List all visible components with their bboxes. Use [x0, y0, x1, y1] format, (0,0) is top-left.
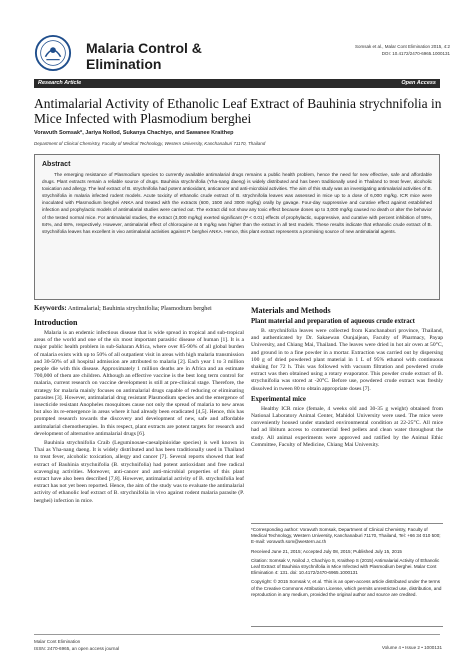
footer-volume: Volume 4 • Issue 2 • 1000131 [381, 645, 442, 650]
article-affiliation: Department of Clinical Chemistry, Faculty of Medical Technology, Western University, Kanchanaburi 71170, Thailand [34, 141, 266, 146]
research-article-label: Research Article [38, 80, 82, 86]
footer-journal-info: Malar Cont Elimination ISSN: 2470-6965, an open access journal [34, 639, 120, 651]
citation-doi: Somsak et al., Malar Cont Elimination 2015, 4:2 DOI: 10.4172/2470-6965.1000131 [354, 44, 450, 56]
journal-title: Malaria Control & Elimination [86, 40, 202, 72]
abstract-heading: Abstract [42, 161, 71, 168]
article-authors: Voravuth Somsak*, Jariya Noilod, Sukanya Chachiyo, and Sawanee Kraithep [34, 130, 234, 136]
page-header [0, 0, 474, 77]
citation-note: Citation: Somsak V, Noilod J, Chachiyo S, Kraithep S (2015) Antimalarial Activity of Ethanolic Leaf Extract of Bauhinia strychnifolia in Mice Infected with Plasmodium berghei. Malar Cont Elimination 4: 131. doi: 10.4172/2470-6965.1000131 [251, 557, 440, 576]
left-column [34, 316, 244, 507]
copyright-note: Copyright: © 2015 Somsak V, et al. This is an open-access article distributed under the terms of the Creative Commons Attribution License, which permits unrestricted use, distribution, and reproduction in any medium, provided the original author and source are credited. [251, 579, 442, 597]
corresponding-author: *Corresponding author: Voravuth Somsak, Department of Clinical Chemistry, Faculty of Medical Technology, Western University, Kanchanaburi 71170, Thailand, Tel: +66 34 010 500; E-mail: voravuth.som@western.ac.th [251, 527, 441, 545]
open-access-label: Open Access [401, 80, 436, 86]
footer-divider [34, 634, 440, 635]
right-column [251, 304, 443, 451]
abstract-box [34, 154, 440, 300]
article-type-band [34, 79, 440, 88]
article-title: Antimalarial Activity of Ethanolic Leaf Extract of Bauhinia strychnifolia in Mice Infected with Plasmodium berghei [34, 96, 442, 126]
experimental-mice-paragraph: Healthy ICR mice (female, 4 weeks old and 30-35 g weight) obtained from National Laboratory Animal Center, Mahidol University were used. The mice were conveniently housed under standard environmental condition at 22-25°C. All mice had ad libitum access to commercial feed pellets and clean water throughout the study. All animal experiments were approved and ratified by the Animal Ethic Committee, Faculty of Medicine, Chiang Mai University. [251, 405, 443, 448]
experimental-mice-subheading: Experimental mice [251, 395, 306, 403]
article-dates: Received June 21, 2015; Accepted July 08, 2015; Published July 15, 2015 [251, 548, 402, 554]
journal-logo-icon [34, 34, 72, 72]
introduction-paragraph-2: Bauhinia strychnifolia Craib (Leguminosae-caesalpinioidae species) is well known in Thai as Yha-nang daeng. It is widely distributed and has been traditionally used in Thailand to treat fever, alcoholic toxication, allergy and cancer [7]. Several reports showed that leaf extract of Bauhinia strychnifolia (B. strychnifolia) had potent antioxidant and free radical scavenging activities. Moreover, anti-cancer and anti-microbial properties of this plant extract have also been described [7,8]. However, antimalarial activity of B. strychnifolia leaf extract has not yet been reported. Hence, the aim of the study was to evaluate the antimalarial activity of ethanolic leaf extract of B. strychnifolia in vivo against rodent malaria parasite (P. berghei) infection in mice. [34, 440, 244, 504]
abstract-text: The emerging resistance of Plasmodium species to currently available antimalarial drugs remains a public health problem, hence the need for new effective, safe and affordable drugs. Plant extracts remain a reliable source of drugs. Bauhinia strychnifolia (Yha-nang daeng) is widely distributed and has been traditionally used in Thailand to treat fever, alcoholic toxication and allergy. The leaf extract of B. strychnifolia had potent antioxidant, anticancer and anti-microbial activities. The aim of this study was an investigating antimalarial activities of B. strychnifolia in malaria infected rodent models. Acute toxicity of ethanolic crude extract of B. strychnifolia leaves was assessed in mice up to a dose of 6,000 mg/kg. ICR mice were inoculated with Plasmodium berghei ANKA and treated with the extracts (600, 1500 and 3000 mg/kg) orally by gavage. Four-day suppressive and curative effect against established infection and prophylactic models of antimalarial studies were carried out. The extract did not show any toxic effect because doses up to 3,000 mg/kg caused no death or alter the behavior of the tested normal mice. For antimalarial studies, the extract (3,000 mg/kg) exerted significant (P < 0.01) effects of prophylactic, suppressive, and curative with percent inhibition of 59%, 84%, and 68%, respectively. However, antimalarial effect of chloroquine at 5 mg/kg was higher than the extract in all test models. These results indicate that ethanolic crude extract of B. strychnifolia leaves has excellent in vivo antimalarial activities against P. berghei ANKA. Hence, this plant extract represents a promising source of new antimalarial agents. [42, 172, 432, 234]
keywords-text: Antimalarial; Bauhinia strychnifolia; Plasmodium berghei [67, 305, 212, 312]
introduction-paragraph-1: Malaria is an endemic infectious disease that is wide spread in tropical and sub-tropical areas of the world and one of the six most important parasitic disease of human [1]. It is a major public health problem in sub-Saharan Africa, where over 85-90% of all global burden of malaria exists with up to 50% of all outpatient visit in areas with high malaria transmission and 30-50% of all hospital admission are attributed to malaria [2]. Each year 1 to 3 million people die with this disease. Approximately 1 million deaths are in Africa and an estimate 700,000 of them are children. Although an effective vaccine is the best long term control for malaria, current research on vaccine development is still at pre-clinical stage. Therefore, the strategy for malaria mainly focuses on antimalarial drugs capable of reducing or eliminating parasites [3]. However, antimalarial drug resistant Plasmodium species and the emergence of insecticide resistant Anopheles mosquitoes cause not only the spread of malaria to new areas but also its re-emergence in areas where it had already been eradicated [4,5]. Hence, this has prompted research towards the discovery and development of new, safe and affordable antimalarial chemotherapies. In this respect, plant extracts are potent targets for research and development of alternative antimalarial drugs [6]. [34, 330, 244, 437]
plant-material-subheading: Plant material and preparation of aqueous crude extract [251, 318, 415, 325]
keywords [34, 304, 244, 312]
keywords-label: Keywords: [34, 304, 67, 312]
introduction-heading: Introduction [34, 318, 78, 327]
methods-heading: Materials and Methods [251, 306, 331, 315]
footnote-box [251, 523, 443, 627]
plant-material-paragraph: B. strychnifolia leaves were collected from Kanchanaburi province, Thailand, and authenticated by Dr. Sakaewan Ounjaijean, Faculty of Pharmacy, Payap University, and Chiang Mai, Thailand. The leaves were dried in hot air oven at 50°C, and ground in to a fine powder in a mortar. Extraction was carried out by dispersing 100 g of dried powdered plant material in 1 L of 95% ethanol with continuous shaking for 72 h. This was followed with vacuum filtration and powdered crude extract was then obtained using a rotary evaporator. This powder crude extract of B. strychnifolia was stored at -20°C. Before use, powdered crude extract was freshly dissolved in tween 80 to obtain appropriate doses [7]. [251, 328, 443, 392]
